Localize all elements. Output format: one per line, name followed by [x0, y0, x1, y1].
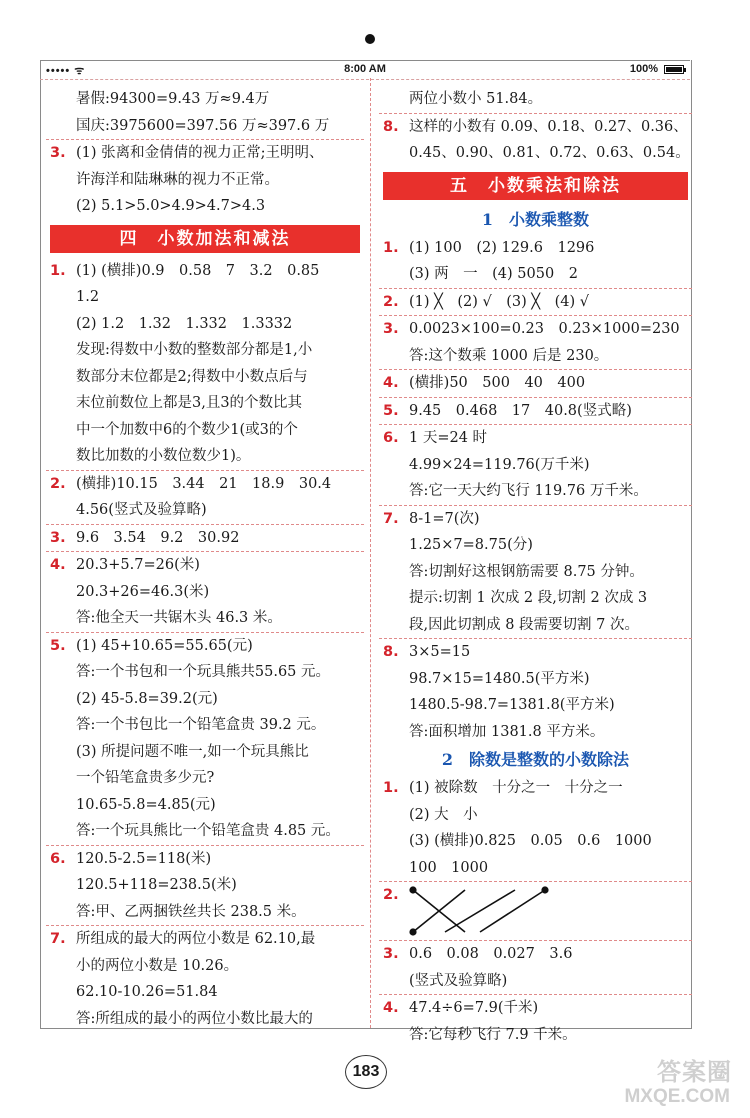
text-line: 提示:切割 1 次成 2 段,切割 2 次成 3: [409, 590, 648, 606]
item-number: 1.: [383, 239, 399, 256]
answer-item: [383, 398, 688, 425]
text-line: 1.2: [76, 289, 100, 305]
text-line: (3) 所提问题不唯一,如一个玩具熊比: [76, 743, 309, 760]
item-number: 7.: [50, 931, 66, 947]
item-number: 2.: [50, 475, 66, 492]
item-number: 1.: [383, 780, 399, 796]
answer-item: [383, 235, 688, 262]
answer-item: [383, 370, 688, 397]
text-line: 这样的小数有 0.09、0.18、0.27、0.36、: [409, 118, 688, 135]
item-number: 4.: [50, 557, 66, 573]
item-number: 3.: [383, 321, 399, 337]
answer-item: [383, 289, 688, 316]
matching-diagram: [383, 882, 688, 940]
text-line: 答:这个数乘 1000 后是 230。: [409, 347, 609, 364]
answer-item: [50, 846, 360, 873]
text-line: 小的两位小数是 10.26。: [76, 957, 239, 974]
text-line: (3) (横排)0.825 0.05 0.6 1000: [409, 833, 652, 849]
answer-item: [50, 525, 360, 552]
answer-list: [383, 235, 688, 746]
text-line: 一个铅笔盒贵多少元?: [76, 770, 215, 786]
text-line: 100 1000: [409, 859, 489, 876]
left-column: [50, 86, 360, 1032]
item-number: 7.: [383, 510, 399, 527]
signal-icon: ••••• ᯤ: [46, 65, 86, 77]
battery-icon: [664, 65, 684, 74]
item-number: 3.: [383, 946, 399, 962]
item-number: 1.: [50, 262, 66, 279]
text-line: 3×5=15: [409, 644, 471, 660]
item-number: 8.: [383, 644, 399, 660]
text-line: 20.3+5.7=26(米): [76, 557, 200, 573]
answer-item: [383, 114, 688, 141]
text-line: (2) 1.2 1.32 1.332 1.3332: [76, 315, 293, 332]
item-number: 3.: [50, 145, 66, 161]
answer-item: [50, 926, 360, 953]
text-line: 4.99×24=119.76(万千米): [409, 456, 590, 473]
text-line: 中一个加数中6的个数少1(或3的个: [76, 421, 298, 438]
text-line: 末位前数位上都是3,且3的个数比其: [76, 395, 303, 411]
right-column: [383, 86, 688, 1048]
answer-item: [383, 775, 688, 802]
text-line: 9.6 3.54 9.2 30.92: [76, 529, 240, 546]
text-line: 许海洋和陆琳琳的视力不正常。: [76, 171, 279, 188]
text-line: (1) 100 (2) 129.6 1296: [409, 239, 595, 256]
text-line: (1) ╳ (2) √ (3) ╳ (4) √: [409, 293, 590, 310]
item-number: 5.: [50, 637, 66, 654]
watermark-url: MXQE.COM: [624, 1086, 730, 1107]
text-line: 所组成的最大的两位小数是 62.10,最: [76, 931, 316, 947]
text-line: 98.7×15=1480.5(平方米): [409, 670, 590, 687]
answer-item: [383, 425, 688, 452]
answer-item: [50, 140, 360, 167]
text-line: 答:所组成的最小的两位小数比最大的: [76, 1010, 313, 1027]
text-line: 答:一个书包比一个铅笔盒贵 39.2 元。: [76, 717, 326, 733]
text-line: 数部分末位都是2;得数中小数点后与: [76, 368, 308, 385]
text-line: 答:它每秒飞行 7.9 千米。: [409, 1026, 577, 1043]
text-line: 答:一个书包和一个玩具熊共55.65 元。: [76, 664, 331, 680]
text-line: 1 天=24 时: [409, 430, 488, 446]
text-line: 20.3+26=46.3(米): [76, 583, 210, 600]
text-line: 4.56(竖式及验算略): [76, 502, 207, 518]
text-line: 答:甲、乙两捆铁丝共长 238.5 米。: [76, 903, 306, 920]
text-line: 62.10-10.26=51.84: [76, 984, 218, 1000]
text-line: 120.5+118=238.5(米): [76, 877, 237, 893]
text-line: 120.5-2.5=118(米): [76, 850, 212, 867]
answer-item: [50, 552, 360, 579]
answer-item: [50, 633, 360, 660]
status-time: 8:00 AM: [344, 63, 386, 75]
text-line: 数比加数的小数位数少1)。: [76, 448, 251, 464]
text-line: (1) 被除数 十分之一 十分之一: [409, 780, 623, 796]
answer-list: [50, 258, 360, 1033]
answer-item: [50, 258, 360, 285]
crossing-lines-diagram: [405, 882, 615, 940]
item-number: 3.: [50, 529, 66, 546]
text-line: 0.6 0.08 0.027 3.6: [409, 946, 573, 962]
text-line: 47.4÷6=7.9(千米): [409, 1000, 539, 1016]
item-number: 2.: [383, 887, 399, 903]
text-line: 发现:得数中小数的整数部分都是1,小: [76, 342, 313, 358]
text-line: 答:它一天大约飞行 119.76 万千米。: [409, 483, 648, 499]
column-divider: [370, 78, 371, 1028]
text-line: 1480.5-98.7=1381.8(平方米): [409, 697, 615, 713]
answer-list: [383, 775, 688, 881]
text-line: 0.45、0.90、0.81、0.72、0.63、0.54。: [409, 145, 690, 161]
text-line: 9.45 0.468 17 40.8(竖式略): [409, 402, 632, 419]
text-line: (2) 大 小: [409, 806, 478, 823]
text-line: 两位小数小 51.84。: [409, 91, 543, 107]
text-line: (竖式及验算略): [409, 972, 508, 989]
section-heading: 1 小数乘整数: [481, 209, 590, 229]
page-number: 183: [345, 1055, 387, 1089]
text-line: (1) 45+10.65=55.65(元): [76, 637, 253, 654]
text-line: 答:面积增加 1381.8 平方米。: [409, 723, 605, 740]
text-line: 暑假:94300=9.43 万≈9.4万: [76, 91, 270, 107]
battery-percent: 100%: [629, 63, 658, 75]
battery-fill: [666, 67, 682, 72]
status-bar: [40, 60, 690, 80]
answer-list: [383, 941, 688, 1048]
answer-item: [383, 941, 688, 968]
item-number: 5.: [383, 402, 399, 419]
text-line: (2) 45-5.8=39.2(元): [76, 690, 218, 707]
text-line: 0.0023×100=0.23 0.23×1000=230: [409, 321, 680, 337]
text-line: 答:他全天一共锯木头 46.3 米。: [76, 610, 282, 626]
item-number: 6.: [50, 850, 66, 867]
item-number: 2.: [383, 293, 399, 310]
watermark-logo: 答案圈: [657, 1059, 732, 1086]
chapter-banner: 五 小数乘法和除法: [383, 172, 688, 200]
text-line: 段,因此切割成 8 段需要切割 7 次。: [409, 616, 639, 633]
text-line: (横排)10.15 3.44 21 18.9 30.4: [76, 475, 332, 492]
answer-item: [383, 995, 688, 1022]
camera-dot: [365, 34, 375, 44]
text-line: (2) 5.1>5.0>4.9>4.7>4.3: [76, 198, 266, 214]
answer-item: [383, 316, 688, 343]
text-line: (1) 张离和金倩倩的视力正常;王明明、: [76, 145, 324, 161]
item-number: 4.: [383, 375, 399, 391]
text-line: 国庆:3975600=397.56 万≈397.6 万: [76, 117, 330, 134]
text-line: 答:切割好这根钢筋需要 8.75 分钟。: [409, 563, 644, 580]
text-line: 10.65-5.8=4.85(元): [76, 796, 216, 813]
text-line: 1.25×7=8.75(分): [409, 537, 533, 553]
answer-item: [383, 506, 688, 533]
item-number: 6.: [383, 430, 399, 446]
item-number: 4.: [383, 1000, 399, 1016]
answer-item: [383, 639, 688, 666]
chapter-banner: 四 小数加法和减法: [50, 225, 360, 253]
text-line: (3) 两 一 (4) 5050 2: [409, 266, 578, 282]
text-line: (横排)50 500 40 400: [409, 375, 586, 391]
answer-item: [50, 471, 360, 498]
text-line: (1) (横排)0.9 0.58 7 3.2 0.85: [76, 262, 320, 279]
text-line: 答:一个玩具熊比一个铅笔盒贵 4.85 元。: [76, 823, 340, 839]
section-heading: 2 除数是整数的小数除法: [441, 750, 630, 769]
item-number: 8.: [383, 118, 399, 135]
text-line: 8-1=7(次): [409, 510, 480, 527]
